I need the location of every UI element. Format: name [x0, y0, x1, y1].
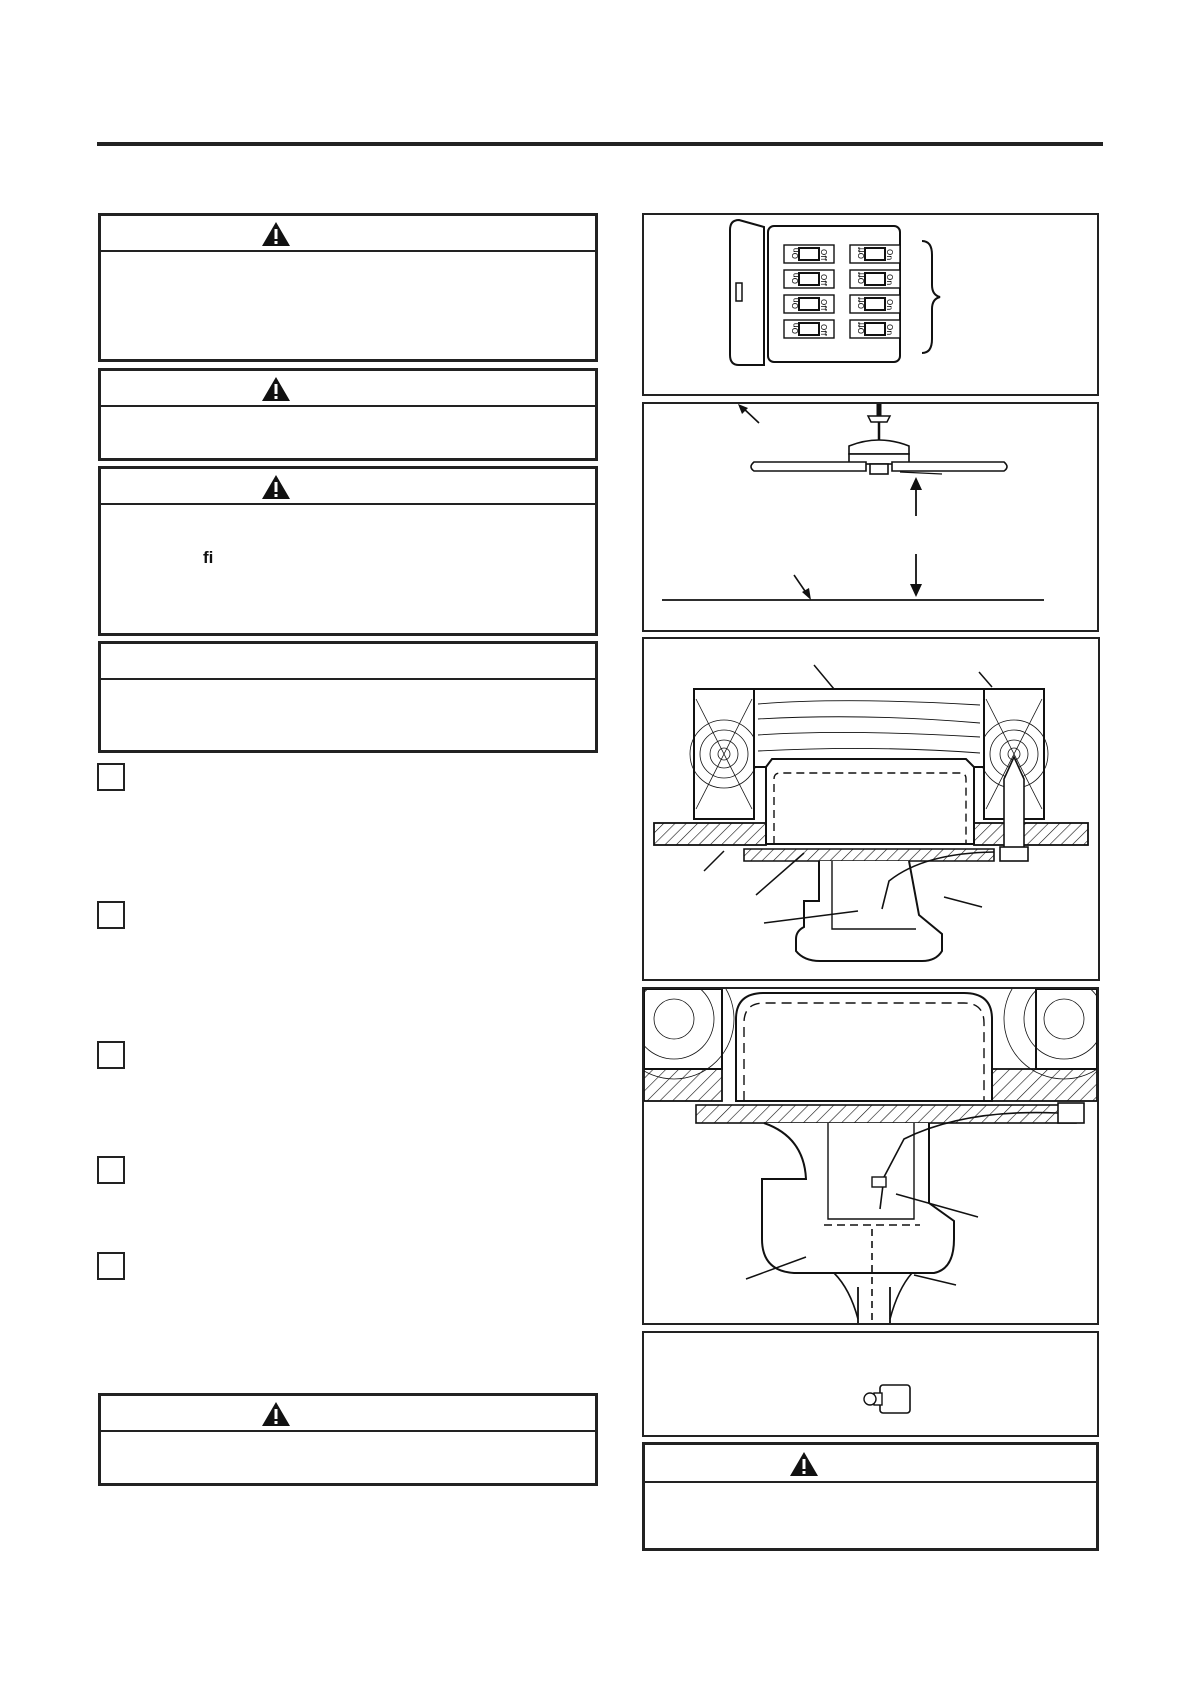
down-rod: [858, 1287, 890, 1323]
warning-header: [645, 1445, 1096, 1483]
step-checkbox-2[interactable]: [97, 901, 125, 929]
outlet-box: [766, 759, 974, 844]
canopy: [796, 861, 942, 961]
warning-header: [101, 371, 595, 407]
step-checkbox-4[interactable]: [97, 1156, 125, 1184]
breaker-label: On: [885, 324, 894, 336]
warning-box-3: [98, 466, 598, 636]
breaker-label: Off: [857, 322, 866, 334]
figure-canopy-detail: [642, 987, 1099, 1325]
warning-triangle-icon: [261, 376, 291, 402]
step-checkbox-1[interactable]: [97, 763, 125, 791]
figure-breaker-panel: [642, 213, 1099, 396]
ceiling-right: [974, 823, 1088, 845]
ceiling-fan: [751, 404, 1007, 474]
warning-box-1: [98, 213, 598, 362]
breaker-switch: [784, 245, 834, 263]
bracket: [922, 241, 940, 353]
figure-joist-mounting: [642, 637, 1100, 981]
height-arrow: [910, 477, 922, 597]
breaker-label: Off: [857, 297, 866, 309]
canopy-detail: [762, 1123, 954, 1273]
warning-box-5: [642, 1442, 1099, 1551]
step-checkbox-3[interactable]: [97, 1041, 125, 1069]
step-checkbox-5[interactable]: [97, 1252, 125, 1280]
outlet-box-detail: [736, 993, 992, 1101]
breaker-label: Off: [857, 247, 866, 259]
header-rule: [97, 142, 1103, 146]
figure-clip-detail: [642, 1331, 1099, 1437]
fan-glyph-text: fi: [203, 548, 214, 567]
breaker-label: On: [885, 274, 894, 286]
breaker-switch: [850, 270, 900, 288]
breaker-switch: [850, 320, 900, 338]
warning-box-4: [98, 1393, 598, 1486]
warning-header: [101, 216, 595, 252]
breaker-label: On: [791, 297, 800, 309]
breaker-label: On: [885, 299, 894, 311]
breaker-switch: [784, 270, 834, 288]
breaker-label: On: [791, 272, 800, 284]
ceiling-left: [654, 823, 766, 845]
warning-triangle-icon: [261, 474, 291, 500]
breaker-label: Off: [819, 299, 828, 311]
warning-header: [101, 469, 595, 505]
warning-triangle-icon: [789, 1451, 819, 1477]
note-box: [98, 641, 598, 753]
breaker-label: Off: [819, 249, 828, 261]
note-header: [101, 644, 595, 680]
breaker-switch: [850, 295, 900, 313]
breaker-label: On: [885, 249, 894, 261]
panel-door: [730, 220, 764, 365]
breaker-label: Off: [857, 272, 866, 284]
warning-triangle-icon: [261, 221, 291, 247]
warning-triangle-icon: [261, 1401, 291, 1427]
breaker-label: On: [791, 247, 800, 259]
figure-fan-height: [642, 402, 1099, 632]
clip-icon: [864, 1385, 910, 1413]
warning-box-2: [98, 368, 598, 461]
wood-screw: [1004, 757, 1024, 849]
breaker-label: Off: [819, 274, 828, 286]
breaker-label: On: [791, 322, 800, 334]
breaker-label: Off: [819, 324, 828, 336]
breaker-switch: [784, 295, 834, 313]
breaker-switch: [850, 245, 900, 263]
breaker-switch: [784, 320, 834, 338]
warning-header: [101, 1396, 595, 1432]
